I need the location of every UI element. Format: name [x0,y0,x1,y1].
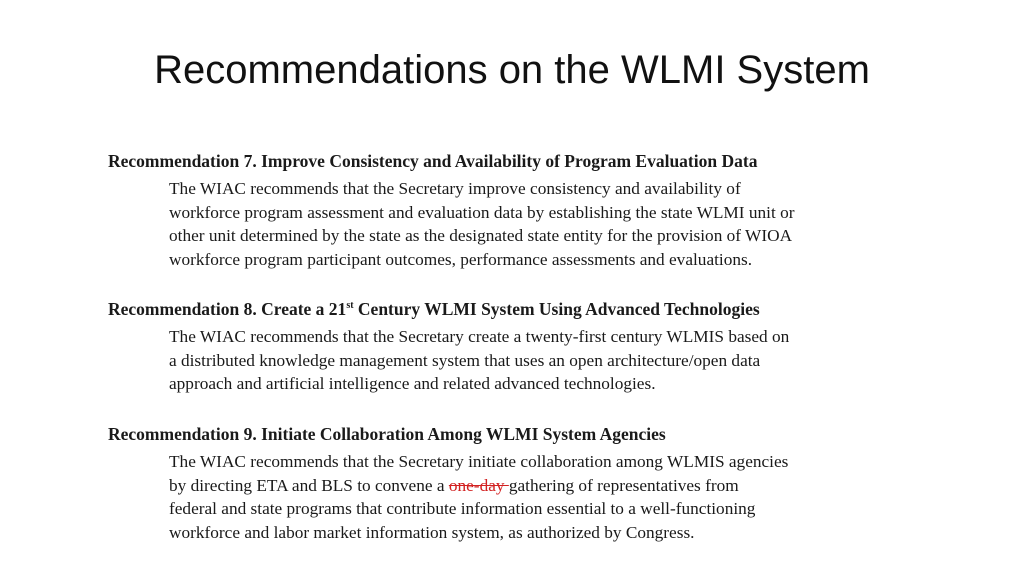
recommendation-7-line-3: other unit determined by the state as the designated state entity for the provision of WIOA [169,226,793,245]
recommendation-9-line-3: federal and state programs that contribute information essential to a well-functioning [169,499,756,518]
recommendation-8-heading [108,298,938,320]
recommendation-7 [108,150,938,271]
recommendation-9-line-2-after: gathering of representatives from [508,475,739,495]
recommendation-8-heading-superscript: st [346,300,354,312]
recommendation-9-line-4: workforce and labor market information system, as authorized by Congress. [169,522,695,542]
recommendation-8-body [169,325,938,396]
struck-text: one-day [448,475,509,495]
recommendation-7-body [169,177,938,271]
recommendation-7-heading: Recommendation 7. Improve Consistency and Availability of Program Evaluation Data [108,151,758,171]
recommendation-9-body [169,450,938,544]
recommendation-8-line-2: a distributed knowledge management system that uses an open architecture/open data [169,350,761,370]
recommendation-8-line-1: The WIAC recommends that the Secretary create a twenty-first century WLMIS based on [169,327,790,346]
slide-title: Recommendations on the WLMI System [154,48,870,92]
recommendation-8 [108,298,938,396]
recommendation-9-heading: Recommendation 9. Initiate Collaboration Among WLMI System Agencies [108,424,666,444]
recommendation-8-line-3: approach and artificial intelligence and related advanced technologies. [169,374,656,393]
recommendation-8-heading-suffix: Century WLMI System Using Advanced Technologies [353,299,760,319]
recommendation-7-line-2: workforce program assessment and evaluation data by establishing the state WLMI unit or [169,202,795,222]
recommendation-8-heading-prefix: Recommendation 8. Create a 21 [108,299,347,319]
recommendation-7-line-1: The WIAC recommends that the Secretary improve consistency and availability of [169,179,741,198]
recommendation-9-line-2 [169,474,938,498]
recommendation-9-line-2-before: by directing ETA and BLS to convene a [169,475,449,495]
recommendation-7-line-4: workforce program participant outcomes, performance assessments and evaluations. [169,249,753,269]
recommendation-9 [108,423,938,544]
recommendation-9-line-1: The WIAC recommends that the Secretary initiate collaboration among WLMIS agencies [169,452,789,471]
